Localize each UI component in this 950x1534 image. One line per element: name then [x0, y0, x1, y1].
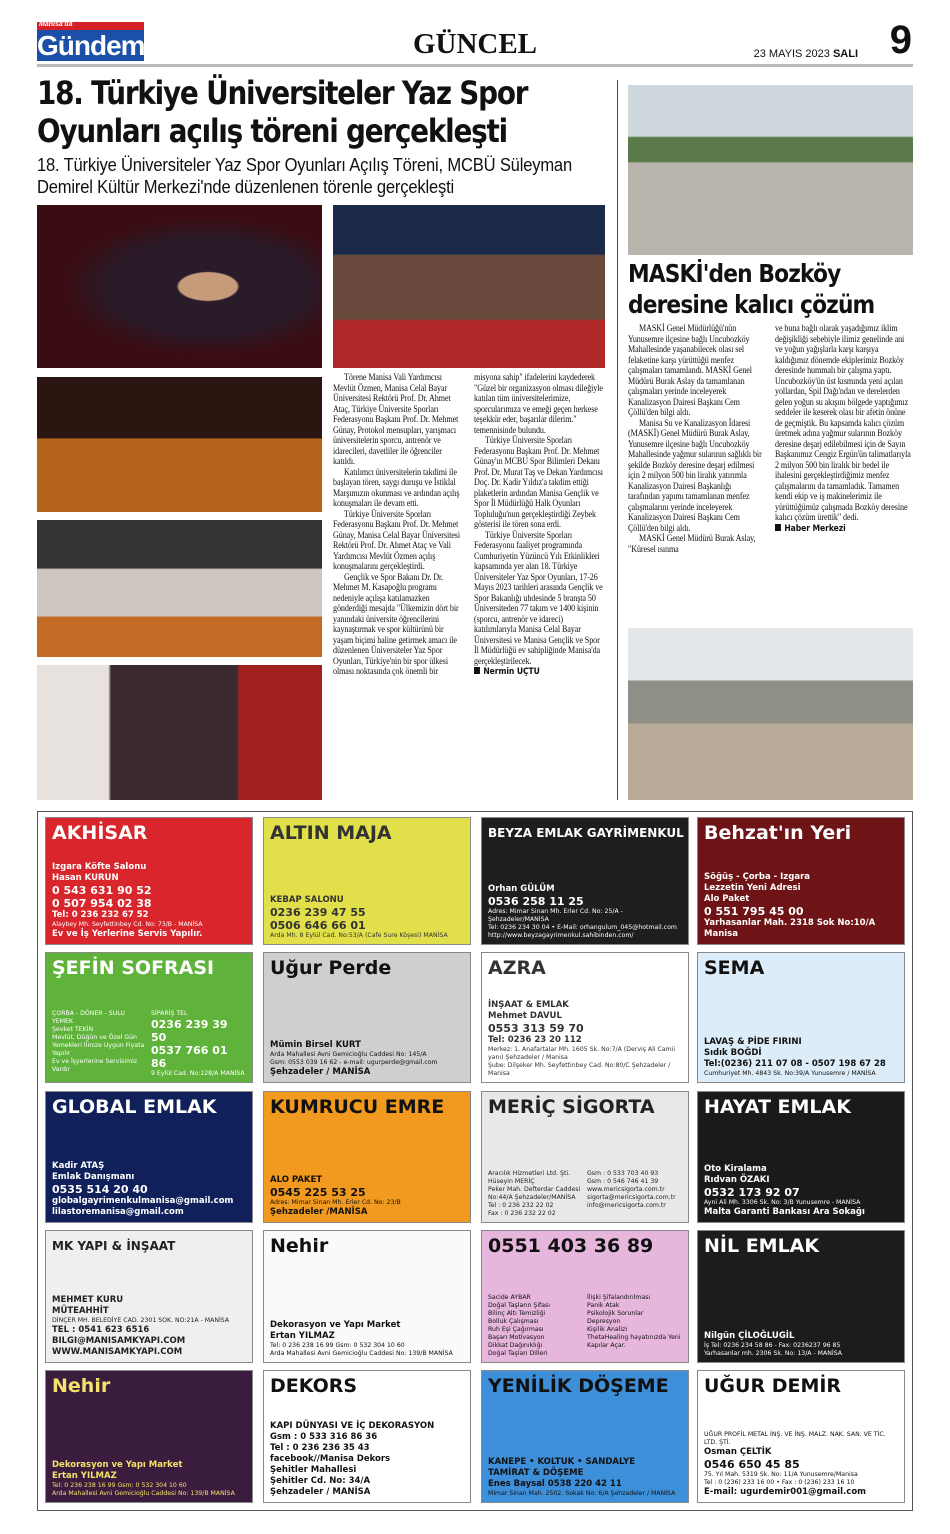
maski-column-2-wrap	[775, 324, 914, 555]
ad-line: Yarhasanlar mh. 2306 Sk. No: 13/A - MANİSA	[704, 1350, 842, 1357]
ad-title: MERİÇ SİGORTA	[488, 1096, 655, 1118]
ad-line: Tel : 0 (236) 233 16 00 • Fax : 0 (236) 233 16 10	[704, 1479, 855, 1486]
ad-line: Orhan GÜLÜM	[488, 884, 555, 894]
ad-card	[481, 1370, 689, 1503]
ad-line: Dekorasyon ve Yapı Market	[52, 1460, 183, 1470]
issue-date	[754, 48, 858, 60]
paragraph: misyona sahip" ifadelerini kaydederek "Güzel bir organizasyon olması dileğiyle katılan tüm üniversitelerimize, sporcularımıza ve emeği geçen herkese teşekkür eder, başarılar dilerim." temennisinde bulundu.	[474, 373, 603, 436]
ad-title: Nehir	[52, 1375, 111, 1397]
article-column-2	[474, 373, 606, 678]
ad-line: Hasan KURUN	[52, 873, 119, 883]
ad-line: Rıdvan ÖZAKI	[704, 1175, 770, 1185]
ad-card	[697, 1230, 905, 1363]
ad-title: Behzat'ın Yeri	[704, 822, 852, 844]
ad-line: Şehitler Mahallesi	[270, 1465, 357, 1475]
ad-card	[481, 952, 689, 1083]
ad-card	[697, 1370, 905, 1503]
ad-line: Tel: 0236 23 20 112	[488, 1035, 582, 1045]
ad-line: Bolluk Çalışması	[488, 1318, 539, 1325]
ad-line: Alaybey Mh. Seyfettinbey Cd. No: 73/B - MANİSA	[52, 921, 203, 928]
photo-athletes-parade	[37, 520, 322, 657]
ad-line: http://www.beyzagayrimenkul.sahibinden.com/	[488, 932, 634, 939]
ad-title: 0551 403 36 89	[488, 1235, 654, 1257]
ad-line: Adres: Mimar Sinan Mh. Erler Cd. No: 25/A - Şehzadeler/MANİSA	[488, 908, 623, 923]
ad-title: Nehir	[270, 1235, 329, 1257]
paragraph: ve buna bağlı olarak yaşadığımız iklim değişikliği sebebiyle ilimiz genelinde ani ve yoğun yağışlarla karşı karşıya kaldığımız dönemde ekiplerimiz Bozköy deresinde hummalı bir çalışma yaptı. Uncubozköy'ün üst kısmında yeni açılan yollardan, Spil Dağı'ndan ve derelerden gelen yoğun su akışını bölgede yaptığımız seddeler ile keserek olası bir afetin önüne de geçmiştik. Bu kapsamda kalıcı çözüm üretmek adına yağmur sularının Bozköy deresine deşarj edilebilmesi için de Sayın Başkanımız Cengiz Ergün'ün talimatlarıyla 2 milyon 500 bin liralık bir bedel ile ihalesini gerçekleştirdiğimiz menfez çalışmalarını da tamamladık. Tamamen kendi ekip ve iş makinelerimiz ile yürüttüğümüz çalışmada Bozköy deresine kalıcı çözüm ürettik" dedi.	[775, 324, 911, 523]
ad-line: TAMİRAT & DÖŞEME	[488, 1468, 584, 1478]
ad-title: ALTIN MAJA	[270, 822, 392, 844]
ad-line: Bilinç Altı Temizliği	[488, 1310, 546, 1317]
ad-line: 0546 650 45 85	[704, 1458, 800, 1471]
ad-title: GLOBAL EMLAK	[52, 1096, 217, 1118]
ad-card	[697, 952, 905, 1083]
paragraph: Türkiye Üniversite Sporları Federasyonu faaliyet programında Cumhuriyetin Yüzüncü Yılı Etkinlikleri kapsamında yer alan 18. Türkiye Üniversiteler Yaz Spor Oyunları, 17-26 Mayıs 2023 tarihleri arasında Gençlik ve Spor Bakanlığı uhdesinde 5 branşta 50 Üniversiteden 77 takım ve 1400 kişinin (sporcu, antrenör ve idareci) katılımlarıyla Manisa Celal Bayar Üniversitesi ve Manisa Gençlik ve Spor İl Müdürlüğü ev sahipliğinde Manisa'da gerçekleştirilecek.	[474, 530, 603, 667]
ad-line: Gsm : 0 533 316 86 36	[270, 1432, 378, 1442]
ad-title: YENİLİK DÖŞEME	[488, 1375, 669, 1397]
ad-line: Şehitler Cd. No: 34/A	[270, 1476, 371, 1486]
photo-officials-road	[628, 85, 913, 255]
byline: Haber Merkezi	[775, 524, 914, 535]
ad-line: BILGI@MANISAMKYAPI.COM	[52, 1336, 186, 1346]
weekday: SALI	[832, 48, 858, 60]
ad-card	[263, 1230, 471, 1363]
ad-line: Ertan YILMAZ	[270, 1331, 335, 1341]
ad-card	[481, 1091, 689, 1223]
ad-line: 0535 514 20 40	[52, 1183, 148, 1196]
ad-line: Depresyon	[587, 1318, 621, 1325]
ad-line: ÇORBA - DÖNER - SULU YEMEK	[52, 1010, 125, 1025]
article-column-1-wrap	[333, 373, 465, 678]
ad-line: Malta Garanti Bankası Ara Sokağı	[704, 1207, 865, 1217]
ad-line: SİPARİŞ TEL	[151, 1010, 188, 1017]
section-title: GÜNCEL	[412, 28, 538, 60]
ad-line: Mehmet DAVUL	[488, 1011, 562, 1021]
ad-line: 0545 225 53 25	[270, 1186, 366, 1199]
ad-line: Sıdık BOĞDİ	[704, 1048, 762, 1058]
ad-line: sigorta@mericsigorta.com.tr	[587, 1194, 676, 1201]
ad-line: Şehzadeler / MANİSA	[270, 1067, 371, 1077]
ad-line: Mevlüt, Düğün ve Özel Gün Yemekleri İlinize Uygun Fiyata Yapılır	[52, 1034, 145, 1057]
ad-line: Arda Mahallesi Avni Gemicioğlu Caddesi No: 145/A	[270, 1051, 427, 1058]
logo-tagline: Manisa'da	[39, 21, 73, 28]
ad-line: ThetaHealing hayatınızda Yeni Kapılar Açar.	[587, 1334, 681, 1349]
ad-line: Gsm : 0 546 746 41 39	[587, 1178, 659, 1185]
ad-line: Peker Mah. Defterdar Caddesi No:44/A Şehzadeler/MANİSA	[488, 1186, 581, 1201]
ad-line: Psikolojik Sorunlar	[587, 1310, 644, 1317]
ad-line: 0 543 631 90 52	[52, 884, 152, 897]
ad-line: Izgara Köfte Salonu	[52, 862, 147, 872]
ad-line: WWW.MANISAMKYAPI.COM	[52, 1347, 183, 1357]
ad-line: 0236 239 39 50	[151, 1018, 228, 1044]
ad-line: Kişilik Analizi	[587, 1326, 628, 1333]
photo-speaker-podium	[37, 205, 322, 368]
ad-line: 0236 239 47 55	[270, 906, 366, 919]
ad-line: 0537 766 01 86	[151, 1044, 228, 1070]
ad-line: Nilgün ÇİLOĞLUGİL	[704, 1331, 795, 1341]
article-headline: 18. Türkiye Üniversiteler Yaz Spor Oyunları açılış töreni gerçekleşti	[37, 74, 528, 150]
ad-line: 75. Yıl Mah. 5319 Sk. No: 11/A Yunusemre/Manisa	[704, 1471, 858, 1478]
ad-card	[481, 817, 689, 945]
ad-line: Aracılık Hizmetleri Ltd. Şti.	[488, 1170, 571, 1177]
ad-card	[263, 952, 471, 1083]
article-column-2-wrap	[474, 373, 606, 678]
ad-card	[45, 1091, 253, 1223]
ad-line: Panik Atak	[587, 1302, 620, 1309]
ad-line: UĞUR PROFİL METAL İNŞ. VE İNŞ. MALZ. NAK. SAN. VE TİC. LTD. ŞTİ.	[704, 1431, 886, 1446]
ad-line: Gsm : 0 533 703 40 93	[587, 1170, 659, 1177]
ad-card	[45, 1230, 253, 1363]
ad-line: Tel : 0 236 232 22 02	[488, 1202, 554, 1209]
date-text: 23 MAYIS 2023	[753, 48, 830, 60]
ad-line: Ev ve İş Yerlerine Servis Yapılır.	[52, 929, 203, 939]
ad-line: Adres: Mimar Sinan Mh. Erler Cd. No: 23/B	[270, 1199, 401, 1206]
header-divider	[37, 64, 913, 67]
ad-line: 0 507 954 02 38	[52, 897, 152, 910]
ad-line: Başarı Motivasyon	[488, 1334, 545, 1341]
ad-card	[45, 817, 253, 945]
ad-title: KUMRUCU EMRE	[270, 1096, 445, 1118]
ad-line: info@mericsigorta.com.tr	[587, 1202, 666, 1209]
paragraph: Manisa Su ve Kanalizasyon İdaresi (MASKİ) Genel Müdürü Burak Aslay, Yunusemre ilçesine bağlı Uncubozköy Mahallesinde yağmur sularının sağlıklı bir şekilde Bozköy deresine deşarj edilmesi için 2 milyon 500 bin liralık yatırımla Kanalizasyon Dairesi Başkanlığı tarafından yapımı tamamlanan menfez çalışmalarını yerinde inceleyerek Kanalizasyon Dairesi Başkanı Cem Çöllü'den bilgi aldı.	[628, 418, 762, 534]
ad-card	[263, 817, 471, 945]
column-divider	[617, 80, 618, 800]
ad-line: Emlak Danışmanı	[52, 1172, 135, 1182]
ad-line: 0 551 795 45 00	[704, 905, 804, 918]
page-number: 9	[889, 18, 912, 62]
ad-line: Enes Baysal 0538 220 42 11	[488, 1479, 622, 1489]
photo-audience-anthem	[37, 665, 322, 800]
article-subheadline: 18. Türkiye Üniversiteler Yaz Spor Oyunları Açılış Töreni, MCBÜ Süleyman Demirel Kültür Merkezi'nde düzenlenen törenle gerçekleşti	[37, 154, 572, 197]
ad-line: Cumhuriyet Mh. 4843 Sk. No:39/A Yunusemre / MANİSA	[704, 1070, 876, 1077]
photo-folk-dancers	[37, 377, 322, 512]
logo-text: Gündem	[37, 30, 145, 61]
ad-line: Doğal Taşların Şifası	[488, 1302, 550, 1309]
paragraph: Törene Manisa Vali Yardımcısı Mevlüt Özmen, Manisa Celal Bayar Üniversitesi Rektörü Prof. Dr. Ahmet Ataç, Türkiye Üniversite Sporları Federasyonu Başkanı Prof. Dr. Mehmet Günay, Protokol mensupları, yarışmacı üniversitelerin sporcu, antrenör ve idarecileri, davetliler ile öğrenciler katıldı.	[333, 373, 459, 467]
ad-line: KEBAP SALONU	[270, 895, 344, 905]
ad-line: Arda Mahallesi Avni Gemicioğlu Caddesi No: 139/B MANİSA	[52, 1490, 235, 1497]
ad-line: Söğüş - Çorba - Izgara	[704, 872, 810, 882]
ad-line: Şehzadeler /MANİSA	[270, 1207, 368, 1217]
paragraph: Türkiye Üniversite Sporları Federasyonu Başkanı Prof. Dr. Mehmet Günay'ın MCBU Spor Bilimleri Dekanı Prof. Dr. Murat Taş ve Dekan Yardımcısı Doç. Dr. Kadir Yıldız'a takdim ettiği plaketlerin ardından Manisa Gençlik ve Spor İl Müdürlüğü Halk Oyunları Topluluğu'nun gerçekleştirdiği Zeybek gösterisi ile tören sona erdi.	[474, 436, 603, 530]
article-column-1	[333, 373, 465, 678]
ad-line: Sacide AYBAR	[488, 1294, 531, 1301]
ad-line: TEL : 0541 623 6516	[52, 1325, 150, 1335]
ad-line: 0532 173 92 07	[704, 1186, 800, 1199]
ad-title: MK YAPI & İNŞAAT	[52, 1239, 176, 1253]
ad-line: Yarhasanlar Mah. 2318 Sok No:10/A Manisa	[704, 918, 876, 939]
ad-line: Arda Mh. 8 Eylül Cad. No:53/A (Cafe Sure Köşesi) MANİSA	[270, 932, 448, 939]
ad-title: NİL EMLAK	[704, 1235, 820, 1257]
ad-line: LAVAŞ & PİDE FIRINI	[704, 1037, 802, 1047]
ad-line: KANEPE • KOLTUK • SANDALYE	[488, 1457, 636, 1467]
photo-group-participants	[333, 205, 605, 368]
maski-column-1-wrap	[628, 324, 763, 555]
ad-line: www.mericsigorta.com.tr	[587, 1186, 665, 1193]
ad-title: ŞEFİN SOFRASI	[52, 957, 215, 979]
ad-line: Gsm: 0553 039 16 62 - e-mail: ugurperde@gmail.com	[270, 1059, 438, 1066]
ad-title: DEKORS	[270, 1375, 358, 1397]
ad-line: Lezzetin Yeni Adresi	[704, 883, 801, 893]
ad-title: SEMA	[704, 957, 765, 979]
ad-line: Şevket TEKİN	[52, 1026, 94, 1033]
article-heading-block	[37, 74, 612, 202]
maski-headline: MASKİ'den Bozköy deresine kalıcı çözüm	[628, 259, 875, 319]
ad-title: HAYAT EMLAK	[704, 1096, 851, 1118]
ad-line: DİNÇER MH. BELEDİYE CAD. 2301 SOK. NO:21A - MANİSA	[52, 1317, 230, 1324]
ad-line: Tel:(0236) 211 07 08 - 0507 198 67 28	[704, 1059, 886, 1069]
ad-title: AKHİSAR	[52, 822, 148, 844]
ad-line: 9 Eylül Cad. No:128/A MANİSA	[151, 1070, 245, 1077]
paragraph: Gençlik ve Spor Bakanı Dr. Dr. Mehmet M. Kasapoğlu programı nedeniyle açılışa katılamazken gönderdiği mesajda "Ülkemizin dört bir yanındaki üniversite öğrencilerini kaynaştırmak ve spor kültürünü bir yaşam biçimi haline getirmek amacı ile düzenlenen Üniversiteler Yaz Spor Oyunları, Türkiye'nin bir spor ülkesi olması noktasında çok önemli bir	[333, 572, 459, 677]
ad-line: Ertan YILMAZ	[52, 1471, 117, 1481]
ad-card	[45, 952, 253, 1083]
paragraph: MASKİ Genel Müdürlüğü'nün Yunusemre ilçesine bağlı Uncubozköy Mahallesinde yaşanabilecek olası sel felaketine karşı yürüttüğü menfez çalışmaları tamamlandı. MASKİ Genel Müdürü Burak Aslay da tamamlanan çalışmaları yerinde inceleyerek Kanalizasyon Dairesi Başkanı Cem Çöllü'den bilgi aldı.	[628, 324, 752, 418]
ad-line: Mümin Birsel KURT	[270, 1040, 361, 1050]
ad-line: Fax : 0 236 232 22 02	[488, 1210, 556, 1217]
paragraph: Türkiye Üniversite Sporları Federasyonu Başkanı Prof. Dr. Mehmet Günay, Manisa Celal Bayar Üniversitesi Rektörü Prof. Dr. Ahmet Ataç ve Vali Yardımcısı Mevlüt Özmen açılış konuşmalarını gerçekleştirdi.	[333, 509, 460, 572]
ad-line: MEHMET KURU	[52, 1295, 124, 1305]
paragraph: MASKİ Genel Müdürü Burak Aslay, "Küresel ısınma	[628, 534, 756, 555]
ad-card	[263, 1091, 471, 1223]
ad-line: Alo Paket	[704, 894, 750, 904]
ad-line: 0506 646 66 01	[270, 919, 366, 932]
ad-line: Kadir ATAŞ	[52, 1161, 105, 1171]
ad-line: Hüseyin MERİÇ	[488, 1178, 535, 1185]
photo-culvert-site	[628, 628, 913, 800]
ad-line: Tel: 0 236 232 67 52	[52, 910, 149, 920]
ad-line: Dikkat Dağınıklığı	[488, 1342, 543, 1349]
ad-line: İlişki Şifalandırılması	[587, 1294, 651, 1301]
ad-line: Arda Mahallesi Avni Gemicioğlu Caddesi No: 139/B MANİSA	[270, 1350, 453, 1357]
ad-title: UĞUR DEMİR	[704, 1375, 842, 1397]
ad-line: 0553 313 59 70	[488, 1022, 584, 1035]
ad-line: Tel: 0236 234 30 04 • E-Mail: orhangulum_045@hotmail.com	[488, 924, 677, 931]
ad-line: MÜTEAHHİT	[52, 1306, 109, 1316]
ad-line: ALO PAKET	[270, 1175, 323, 1185]
ad-line: İş Tel: 0236 234 58 86 - Fax: 0236237 96 85	[704, 1342, 841, 1349]
ad-line: Dekorasyon ve Yapı Market	[270, 1320, 401, 1330]
ad-card	[263, 1370, 471, 1503]
ad-card	[697, 1091, 905, 1223]
ad-line: Tel: 0 236 238 16 99 Gsm: 0 532 304 10 60	[270, 1342, 405, 1349]
ad-line: Merkez: 1. Anafartalar Mh. 1605 Sk. No:7/A (Derviş Ali Camii yanı) Şehzadeler / Manisa	[488, 1046, 676, 1061]
ad-line: Ruh Eşi Çağırması	[488, 1326, 544, 1333]
ad-line: Şehzadeler / MANİSA	[270, 1487, 371, 1497]
ad-line: facebook//Manisa Dekors	[270, 1454, 391, 1464]
ad-title: BEYZA EMLAK GAYRİMENKUL	[488, 826, 684, 840]
ad-card	[697, 817, 905, 945]
ad-title: Uğur Perde	[270, 957, 392, 979]
ad-line: Doğal Taşları Dilleri	[488, 1350, 548, 1357]
ad-line: Osman ÇELTİK	[704, 1447, 772, 1457]
ad-line: Ev ve İşyerlerine Servisimiz Vardır	[52, 1058, 138, 1073]
ad-line: Oto Kiralama	[704, 1164, 767, 1174]
ad-line: 0536 258 11 25	[488, 895, 584, 908]
ad-line: Ayni Ali Mh. 3306 Sk. No: 3/B Yunusemre - MANİSA	[704, 1199, 861, 1206]
ad-line: lilastoremanisa@gmail.com	[52, 1207, 184, 1217]
maski-column-1	[628, 324, 762, 555]
ad-card	[45, 1370, 253, 1503]
maski-column-2	[775, 324, 914, 535]
ad-line: Tel: 0 236 238 16 99 Gsm: 0 532 304 10 60	[52, 1482, 187, 1489]
byline: Nermin UÇTU	[474, 667, 606, 678]
ad-title: AZRA	[488, 957, 546, 979]
ad-line: İNŞAAT & EMLAK	[488, 1000, 569, 1010]
ad-line: E-mail: ugurdemir001@gmail.com	[704, 1487, 867, 1497]
ad-card	[481, 1230, 689, 1363]
ad-line: Tel : 0 236 236 35 43	[270, 1443, 370, 1453]
maski-columns	[628, 324, 914, 555]
ad-line: KAPI DÜNYASI VE İÇ DEKORASYON	[270, 1421, 435, 1431]
ad-line: globalgayrimenkulmanisa@gmail.com	[52, 1196, 234, 1206]
maski-article	[628, 258, 914, 623]
paragraph: Katılımcı üniversitelerin takdimi ile başlayan tören, saygı duruşu ve İstiklal Marşımızın okunması ve ardından açılış konuşmaları ile devam etti.	[333, 467, 460, 509]
ad-line: Mimar Sinan Mah. 2502. Sokak No: 6/A Şehzadeler / MANİSA	[488, 1490, 676, 1497]
ad-line: Şube: Dilşeker Mh. Seyfettinbey Cad. No:80/C Şehzadeler / Manisa	[488, 1062, 671, 1077]
